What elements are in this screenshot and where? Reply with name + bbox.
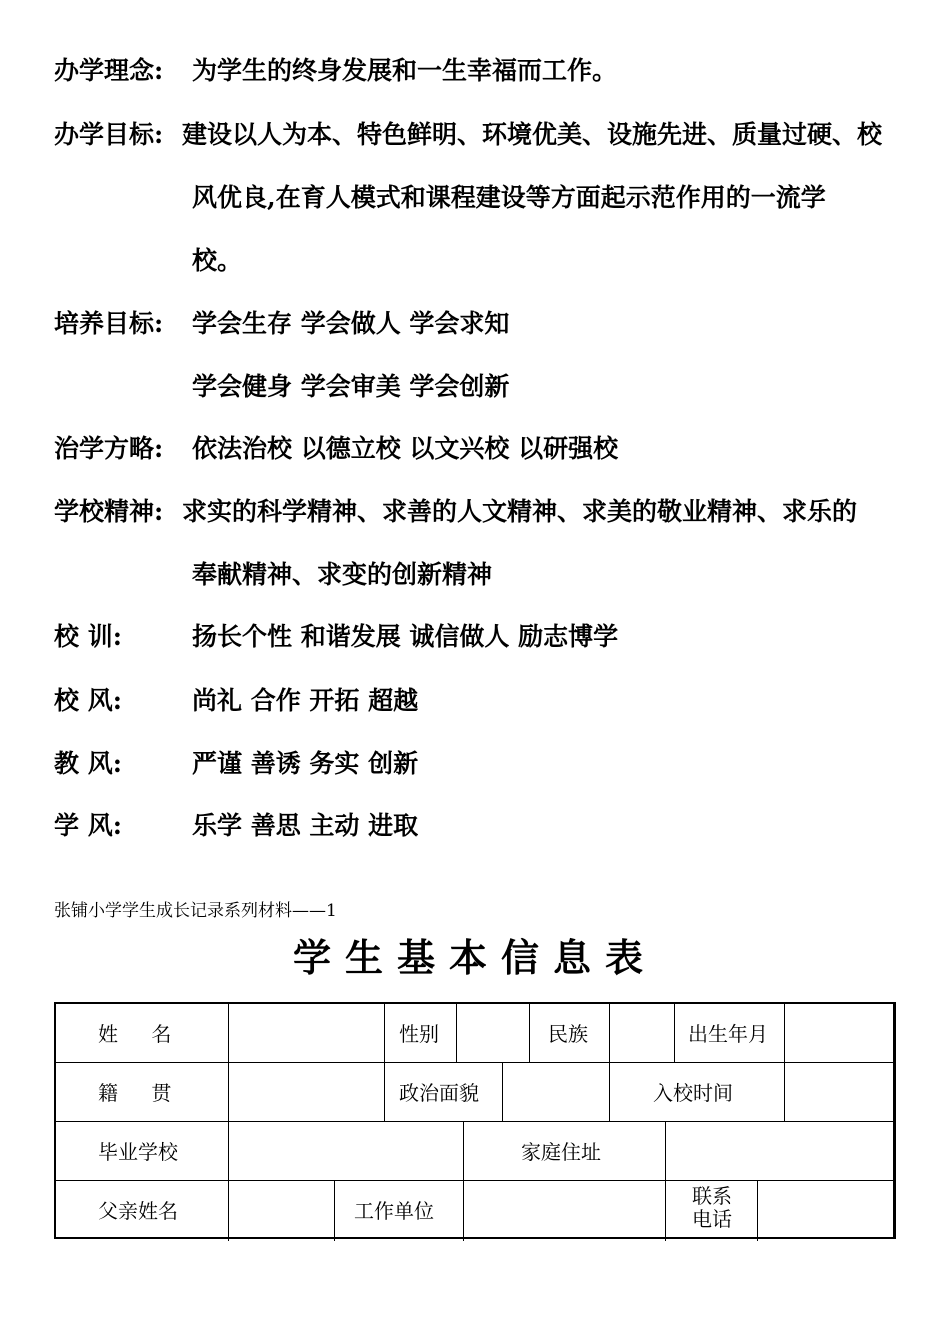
motto-value: 为学生的终身发展和一生幸福而工作。 [192, 56, 618, 85]
motto-school-motto [54, 622, 619, 652]
col-divider [463, 1180, 464, 1241]
motto-philosophy [54, 56, 618, 86]
col-divider [665, 1180, 666, 1241]
col-divider [456, 1004, 457, 1062]
origin-label: 籍 贯 [98, 1083, 172, 1105]
motto-value: 严谨 善诱 务实 创新 [192, 749, 419, 778]
motto-label: 校 风: [54, 686, 122, 715]
motto-value: 依法治校 以德立校 以文兴校 以研强校 [192, 434, 619, 463]
ethnicity-label: 民族 [548, 1024, 588, 1046]
row-divider [56, 1180, 893, 1181]
col-divider [609, 1004, 610, 1062]
motto-value: 乐学 善思 主动 进取 [192, 811, 419, 840]
name-label: 姓 名 [98, 1024, 172, 1046]
col-divider [463, 1121, 464, 1180]
motto-label: 学校精神: [54, 497, 164, 526]
work-unit-label: 工作单位 [354, 1201, 434, 1223]
motto-value: 建设以人为本、特色鲜明、环境优美、设施先进、质量过硬、校 [182, 120, 883, 149]
motto-value: 求实的科学精神、求善的人文精神、求美的敬业精神、求乐的 [182, 497, 858, 526]
motto-training-continuation: 学会健身 学会审美 学会创新 [192, 372, 510, 401]
motto-label: 办学目标: [54, 120, 164, 149]
father-name-label: 父亲姓名 [98, 1201, 178, 1223]
motto-strategy [54, 434, 619, 464]
phone-label [682, 1186, 742, 1232]
row-divider [56, 1121, 893, 1122]
motto-value: 学会生存 学会做人 学会求知 [192, 309, 510, 338]
student-info-table [54, 1002, 896, 1239]
col-divider [228, 1062, 229, 1121]
col-divider [334, 1180, 335, 1241]
row-divider [56, 1062, 893, 1063]
col-divider [784, 1062, 785, 1121]
phone-label-line: 电话 [692, 1209, 732, 1231]
motto-label: 教 风: [54, 749, 122, 778]
motto-training-goal [54, 309, 510, 339]
series-caption: 张铺小学学生成长记录系列材料——1 [54, 901, 337, 921]
birth-label: 出生年月 [688, 1024, 768, 1046]
motto-goal-continuation: 校。 [192, 246, 243, 275]
motto-teaching-style [54, 749, 419, 779]
motto-goal-continuation: 风优良,在育人模式和课程建设等方面起示范作用的一流学 [192, 183, 826, 212]
motto-value: 尚礼 合作 开拓 超越 [192, 686, 419, 715]
enroll-date-label: 入校时间 [653, 1083, 733, 1105]
motto-spirit [54, 497, 858, 527]
col-divider [228, 1121, 229, 1180]
col-divider [384, 1062, 385, 1121]
col-divider [529, 1004, 530, 1062]
col-divider [609, 1062, 610, 1121]
phone-label-line: 联系 [692, 1186, 732, 1208]
page-title: 学生基本信息表 [292, 935, 657, 980]
col-divider [665, 1121, 666, 1180]
motto-study-style [54, 811, 419, 841]
motto-label: 学 风: [54, 811, 122, 840]
motto-value: 扬长个性 和谐发展 诚信做人 励志博学 [192, 622, 619, 651]
col-divider [674, 1004, 675, 1062]
motto-label: 培养目标: [54, 309, 164, 338]
motto-school-style [54, 686, 419, 716]
col-divider [228, 1004, 229, 1062]
motto-label: 治学方略: [54, 434, 164, 463]
gender-label: 性别 [399, 1024, 439, 1046]
motto-label: 校 训: [54, 622, 122, 651]
col-divider [384, 1004, 385, 1062]
motto-goal [54, 120, 883, 150]
motto-spirit-continuation: 奉献精神、求变的创新精神 [192, 560, 493, 589]
col-divider [757, 1180, 758, 1241]
home-address-label: 家庭住址 [521, 1142, 601, 1164]
col-divider [228, 1180, 229, 1241]
col-divider [784, 1004, 785, 1062]
political-label: 政治面貌 [399, 1083, 479, 1105]
col-divider [502, 1062, 503, 1121]
graduated-school-label: 毕业学校 [98, 1142, 178, 1164]
motto-label: 办学理念: [54, 56, 164, 85]
